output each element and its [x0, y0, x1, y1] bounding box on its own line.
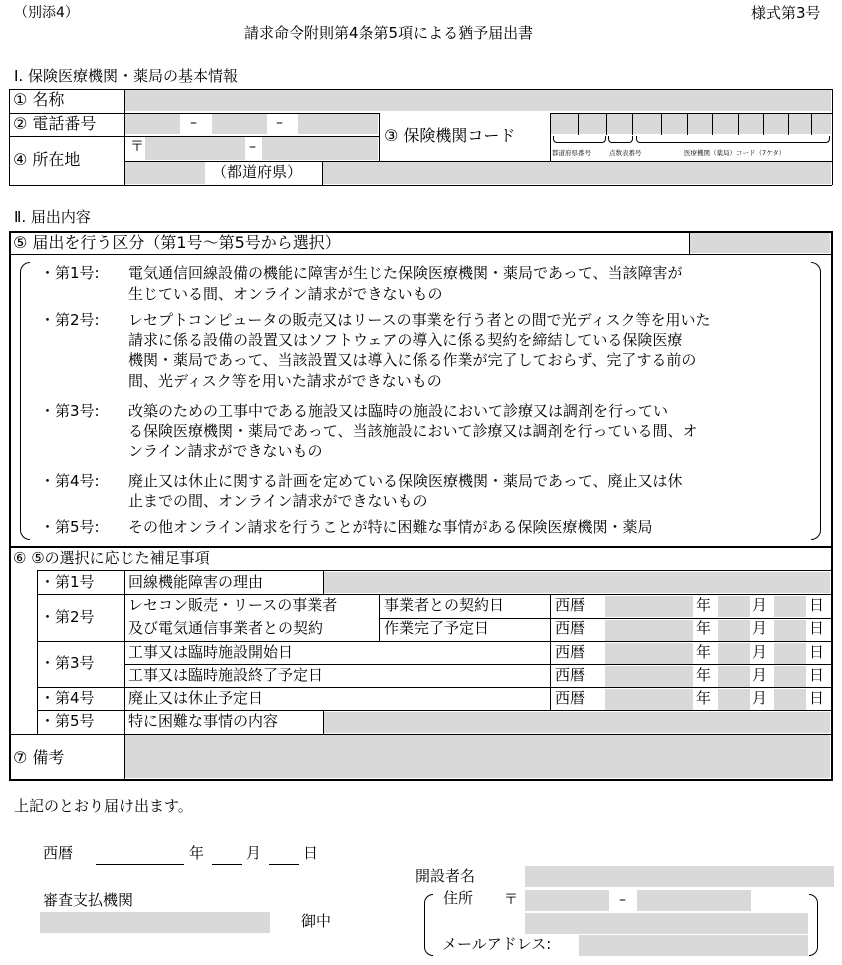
year-label: 年	[696, 666, 712, 684]
day-label: 日	[809, 666, 825, 684]
category-select-field[interactable]	[690, 233, 830, 253]
year-label: 年	[696, 643, 712, 661]
month-label: 月	[752, 596, 768, 614]
founder-name-field[interactable]	[525, 866, 834, 887]
r2-contract-day-field[interactable]	[774, 596, 806, 617]
month-label: 月	[752, 666, 768, 684]
r2-contract-month-field[interactable]	[718, 596, 750, 617]
r5-detail-field[interactable]	[324, 712, 830, 733]
email-label: メールアドレス:	[442, 935, 552, 953]
month-label: 月	[752, 619, 768, 637]
r2-label-a: レセコン販売・リースの事業者	[128, 596, 338, 614]
r3-start-year-field[interactable]	[605, 643, 693, 664]
footer-year-field[interactable]	[96, 864, 184, 865]
phone-field-3[interactable]	[298, 114, 378, 134]
item1-line1: 電気通信回線設備の機能に障害が生じた保険医療機関・薬局であって、当該障害が	[128, 264, 683, 282]
phone-separator-2: –	[276, 115, 283, 131]
form-number: 様式第3号	[751, 4, 821, 22]
r1-label: 回線機能障害の理由	[128, 573, 264, 591]
r3-end-month-field[interactable]	[718, 666, 750, 687]
r2-complete-month-field[interactable]	[718, 620, 750, 641]
onchu-label: 御中	[301, 912, 332, 930]
r2-contract-year-field[interactable]	[605, 596, 693, 617]
item5-number: ・第5号:	[40, 518, 100, 536]
r1-reason-field[interactable]	[324, 572, 830, 593]
remarks-label: ⑦ 備考	[13, 748, 65, 767]
postal-mark: 〒	[130, 139, 144, 155]
review-org-field[interactable]	[40, 912, 270, 933]
item1-line2: 生じている間、オンライン請求ができないもの	[128, 285, 443, 303]
era-label: 西暦	[555, 643, 586, 661]
r3-number: ・第3号	[40, 654, 95, 672]
phone-field-2[interactable]	[212, 114, 267, 134]
r4-year-field[interactable]	[605, 689, 693, 710]
code-caption-prefecture: 都道府県番号	[552, 149, 591, 157]
review-org-label: 審査支払機関	[43, 891, 134, 909]
footer-era-label: 西暦	[43, 844, 74, 862]
founder-label: 開設者名	[415, 867, 476, 885]
postal-mark-footer: 〒	[504, 892, 518, 908]
item5-line1: その他オンライン請求を行うことが特に困難な事情がある保険医療機関・薬局	[128, 518, 653, 536]
r3-start-month-field[interactable]	[718, 643, 750, 664]
remarks-field[interactable]	[125, 735, 830, 778]
r5-label: 特に困難な事情の内容	[128, 712, 279, 730]
statement: 上記のとおり届け出ます。	[14, 797, 193, 815]
r2-sub2-label: 作業完了予定日	[384, 619, 490, 637]
item3-line2: る保険医療機関・薬局であって、当該施設において診療又は調剤を行っている間、オ	[128, 422, 698, 440]
item3-line3: ンライン請求ができないもの	[128, 442, 323, 460]
item3-number: ・第3号:	[40, 402, 100, 420]
address-label-footer: 住所	[443, 889, 474, 907]
r1-number: ・第1号	[40, 573, 95, 591]
era-label: 西暦	[555, 596, 586, 614]
email-field[interactable]	[579, 935, 808, 956]
era-label: 西暦	[555, 619, 586, 637]
phone-label: ② 電話番号	[13, 114, 97, 133]
month-label: 月	[752, 689, 768, 707]
address-label: ④ 所在地	[13, 150, 81, 169]
r4-label: 廃止又は休止予定日	[128, 689, 264, 707]
footer-month-label: 月	[246, 844, 262, 862]
name-label: ① 名称	[13, 90, 65, 109]
r2-number: ・第2号	[40, 608, 95, 626]
postal-field-2[interactable]	[262, 137, 378, 160]
r4-day-field[interactable]	[774, 689, 806, 710]
item3-line1: 改築のための工事中である施設又は臨時の施設において診療又は調剤を行ってい	[128, 402, 669, 420]
item2-line3: 機関・薬局であって、当該設置又は導入に係る作業が完了しておらず、完了する前の	[128, 351, 697, 369]
institution-code-field[interactable]	[551, 114, 831, 134]
item1-number: ・第1号:	[40, 264, 100, 282]
footer-day-label: 日	[303, 844, 319, 862]
category-label: ⑤ 届出を行う区分（第1号～第5号から選択）	[13, 233, 341, 252]
item2-line1: レセプトコンピュータの販売又はリースの事業を行う者との間で光ディスク等を用いた	[128, 311, 711, 329]
r3-end-day-field[interactable]	[774, 666, 806, 687]
r3-label2: 工事又は臨時施設終了予定日	[128, 666, 324, 684]
section1-heading: Ⅰ. 保険医療機関・薬局の基本情報	[14, 67, 238, 85]
r2-sub1-label: 事業者との契約日	[384, 596, 505, 614]
postal-separator-footer: –	[619, 892, 626, 908]
item4-line1: 廃止又は休止に関する計画を定めている保険医療機関・薬局であって、廃止又は休	[128, 472, 683, 490]
code-caption-table: 点数表番号	[609, 149, 642, 157]
era-label: 西暦	[555, 689, 586, 707]
postal-separator: –	[249, 139, 256, 155]
item4-line2: 止までの間、オンライン請求ができないもの	[128, 492, 428, 510]
postal-field-1[interactable]	[145, 137, 245, 160]
r2-label-b: 及び電気通信事業者との契約	[128, 619, 324, 637]
footer-month-field[interactable]	[212, 864, 242, 865]
r3-end-year-field[interactable]	[605, 666, 693, 687]
code-label: ③ 保険機関コード	[384, 126, 516, 145]
day-label: 日	[809, 643, 825, 661]
footer-day-field[interactable]	[269, 864, 299, 865]
form-title: 請求命令附則第4条第5項による猶予届出書	[244, 24, 534, 42]
r4-month-field[interactable]	[718, 689, 750, 710]
prefecture-field[interactable]	[125, 162, 205, 184]
code-caption-institution: 医療機関（薬局）コード（7ケタ）	[684, 149, 786, 157]
r3-start-day-field[interactable]	[774, 643, 806, 664]
address-field[interactable]	[323, 162, 831, 184]
month-label: 月	[752, 643, 768, 661]
attachment-label: （別添4）	[14, 5, 79, 21]
footer-year-label: 年	[189, 844, 205, 862]
phone-field-1[interactable]	[125, 114, 180, 134]
section2-heading: Ⅱ. 届出内容	[14, 208, 91, 226]
footer-postal-field-2[interactable]	[637, 890, 751, 911]
footer-address-field[interactable]	[525, 913, 808, 934]
day-label: 日	[809, 596, 825, 614]
name-field[interactable]	[125, 90, 831, 111]
day-label: 日	[809, 689, 825, 707]
r5-number: ・第5号	[40, 712, 95, 730]
year-label: 年	[696, 596, 712, 614]
item2-line4: 間、光ディスク等を用いた請求ができないもの	[128, 372, 442, 390]
year-label: 年	[696, 689, 712, 707]
item2-number: ・第2号:	[40, 311, 100, 329]
r4-number: ・第4号	[40, 689, 95, 707]
year-label: 年	[696, 619, 712, 637]
r3-label1: 工事又は臨時施設開始日	[128, 643, 294, 661]
era-label: 西暦	[555, 666, 586, 684]
prefecture-label: （都道府県）	[212, 163, 303, 181]
phone-separator-1: –	[190, 115, 197, 131]
footer-postal-field-1[interactable]	[525, 890, 609, 911]
item2-line2: 請求に係る設備の設置又はソフトウェアの導入に係る契約を締結している保険医療	[128, 331, 683, 349]
r2-complete-day-field[interactable]	[774, 620, 806, 641]
day-label: 日	[809, 619, 825, 637]
supplement-label: ⑥ ⑤の選択に応じた補足事項	[13, 549, 210, 567]
r2-complete-year-field[interactable]	[605, 620, 693, 641]
item4-number: ・第4号:	[40, 472, 100, 490]
